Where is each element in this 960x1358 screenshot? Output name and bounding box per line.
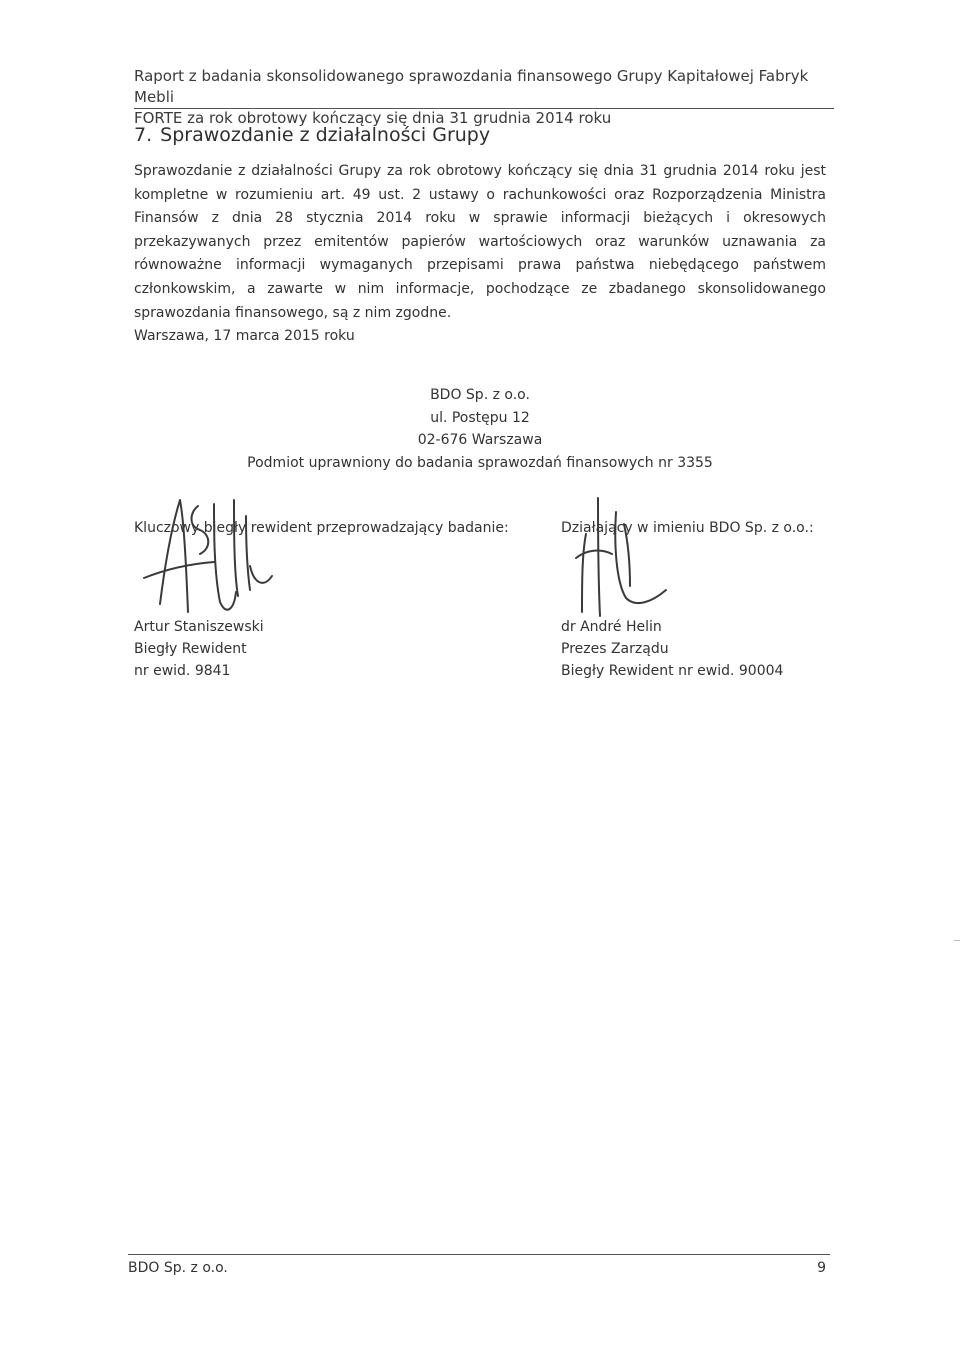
report-header: [134, 66, 834, 129]
firm-name: BDO Sp. z o.o.: [430, 387, 530, 403]
left-handwritten-signature: [130, 492, 290, 622]
right-signer: [561, 616, 783, 682]
footer-divider: [128, 1254, 830, 1255]
place-date: Warszawa, 17 marca 2015 roku: [134, 328, 355, 344]
firm-city: 02-676 Warszawa: [417, 432, 543, 448]
left-signer-name: Artur Staniszewski: [134, 619, 264, 635]
left-signature-caption: Kluczowy biegły rewident przeprowadzający badanie:: [134, 520, 509, 536]
firm-authorization: Podmiot uprawniony do badania sprawozdań finansowych nr 3355: [247, 454, 713, 471]
right-signer-name: dr André Helin: [561, 619, 662, 635]
report-header-line-2: FORTE za rok obrotowy kończący się dnia 31 grudnia 2014 roku: [134, 109, 612, 127]
left-signer: [134, 616, 264, 682]
section-heading: [134, 122, 490, 148]
section-paragraph: Sprawozdanie z działalności Grupy za rok obrotowy kończący się dnia 31 grudnia 2014 roku jest kompletne w rozumieniu art. 49 ust. 2 ustawy o rachunkowości oraz Rozporządzenia Ministra Finansów z dnia 28 stycznia 2014 roku w sprawie informacji bieżących i okresowych przekazywanych przez emitentów papierów wartościowych oraz warunków uznawania za równoważne informacji wymaganych przepisami prawa państwa niebędącego państwem członkowskim, a zawarte w nim informacje, pochodzące ze zbadanego skonsolidowanego sprawozdania finansowego, są z nim zgodne.: [134, 163, 826, 321]
page-number: 9: [817, 1260, 826, 1276]
firm-block: [200, 384, 760, 474]
right-signer-role: Prezes Zarządu: [561, 641, 669, 657]
left-signer-registration: nr ewid. 9841: [134, 663, 231, 679]
section-number: 7.: [134, 124, 153, 146]
right-signer-registration: Biegły Rewident nr ewid. 90004: [561, 663, 784, 679]
firm-street: ul. Postępu 12: [430, 409, 530, 426]
section-title: Sprawozdanie z działalności Grupy: [160, 124, 491, 146]
footer-company: BDO Sp. z o.o.: [128, 1260, 228, 1276]
scan-artifact: [954, 940, 960, 941]
left-signer-role: Biegły Rewident: [134, 641, 247, 657]
report-header-line-1: Raport z badania skonsolidowanego sprawozdania finansowego Grupy Kapitałowej Fabryk Mebli: [134, 67, 809, 106]
right-handwritten-signature: [556, 494, 686, 624]
right-signature-caption: Działający w imieniu BDO Sp. z o.o.:: [561, 520, 814, 536]
header-divider: [134, 108, 834, 109]
